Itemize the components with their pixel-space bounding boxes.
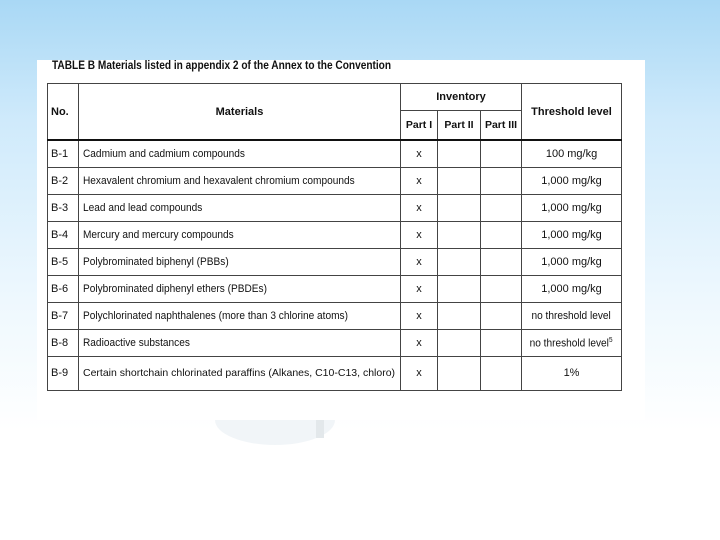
row-part-1: x [401,303,438,330]
table-title: TABLE B Materials listed in appendix 2 of the Annex to the Convention [52,60,392,72]
row-no: B-3 [48,195,79,222]
table-row [48,330,622,357]
table-row [48,168,622,195]
row-part-2 [438,330,481,357]
row-no: B-5 [48,249,79,276]
material-text: Polychlorinated naphthalenes (more than 3 chlorine atoms) [83,310,348,322]
row-part-1: x [401,357,438,391]
row-threshold: 1,000 mg/kg [522,195,622,222]
row-threshold: 1% [522,357,622,391]
row-part-2 [438,222,481,249]
row-part-2 [438,357,481,391]
table-row [48,222,622,249]
row-part-1: x [401,330,438,357]
row-no: B-8 [48,330,79,357]
table-row [48,249,622,276]
row-threshold: 1,000 mg/kg [522,222,622,249]
table-row [48,303,622,330]
header-part-1: Part I [401,111,438,141]
row-part-1: x [401,249,438,276]
header-threshold: Threshold level [522,84,622,141]
materials-table [47,83,622,391]
row-part-3 [481,330,522,357]
row-no: B-1 [48,140,79,168]
row-part-2 [438,303,481,330]
material-text: Radioactive substances [83,337,190,349]
header-part-2: Part II [438,111,481,141]
row-part-1: x [401,140,438,168]
row-material [79,303,401,330]
header-part-3: Part III [481,111,522,141]
row-part-1: x [401,168,438,195]
row-part-1: x [401,222,438,249]
material-text: Polybrominated diphenyl ethers (PBDEs) [83,283,267,295]
table-row [48,357,622,391]
row-part-2 [438,276,481,303]
row-no: B-7 [48,303,79,330]
row-part-2 [438,195,481,222]
row-material [79,140,401,168]
row-no: B-4 [48,222,79,249]
row-part-1: x [401,195,438,222]
row-part-3 [481,249,522,276]
row-part-3 [481,357,522,391]
row-material [79,195,401,222]
row-threshold: 1,000 mg/kg [522,249,622,276]
row-material: Certain shortchain chlorinated paraffins (Alkanes, C10-C13, chloro) [79,357,401,391]
header-inventory: Inventory [401,84,522,111]
row-part-3 [481,140,522,168]
row-no: B-6 [48,276,79,303]
material-text: Hexavalent chromium and hexavalent chromium compounds [83,175,355,187]
row-threshold: 1,000 mg/kg [522,276,622,303]
header-no: No. [48,84,79,141]
row-threshold: 100 mg/kg [522,140,622,168]
row-no: B-2 [48,168,79,195]
row-part-2 [438,168,481,195]
row-material [79,276,401,303]
row-part-3 [481,276,522,303]
table-image [37,60,645,420]
row-part-2 [438,249,481,276]
material-text: Lead and lead compounds [83,202,203,214]
row-material [79,330,401,357]
row-part-3 [481,303,522,330]
row-threshold [522,330,622,357]
row-part-1: x [401,276,438,303]
row-part-3 [481,195,522,222]
header-materials: Materials [79,84,401,141]
table-row [48,276,622,303]
footnote-marker: 5 [609,336,613,344]
row-material [79,249,401,276]
threshold-value: no threshold level [530,337,610,350]
row-material [79,222,401,249]
row-threshold: 1,000 mg/kg [522,168,622,195]
row-part-3 [481,168,522,195]
row-part-3 [481,222,522,249]
material-text: Cadmium and cadmium compounds [83,148,246,160]
material-text: Mercury and mercury compounds [83,229,234,241]
threshold-text [530,337,613,350]
threshold-text: no threshold level [531,310,612,322]
table-row [48,195,622,222]
row-threshold [522,303,622,330]
row-part-2 [438,140,481,168]
row-material [79,168,401,195]
row-no: B-9 [48,357,79,391]
table-row [48,140,622,168]
material-text: Polybrominated biphenyl (PBBs) [83,256,229,268]
